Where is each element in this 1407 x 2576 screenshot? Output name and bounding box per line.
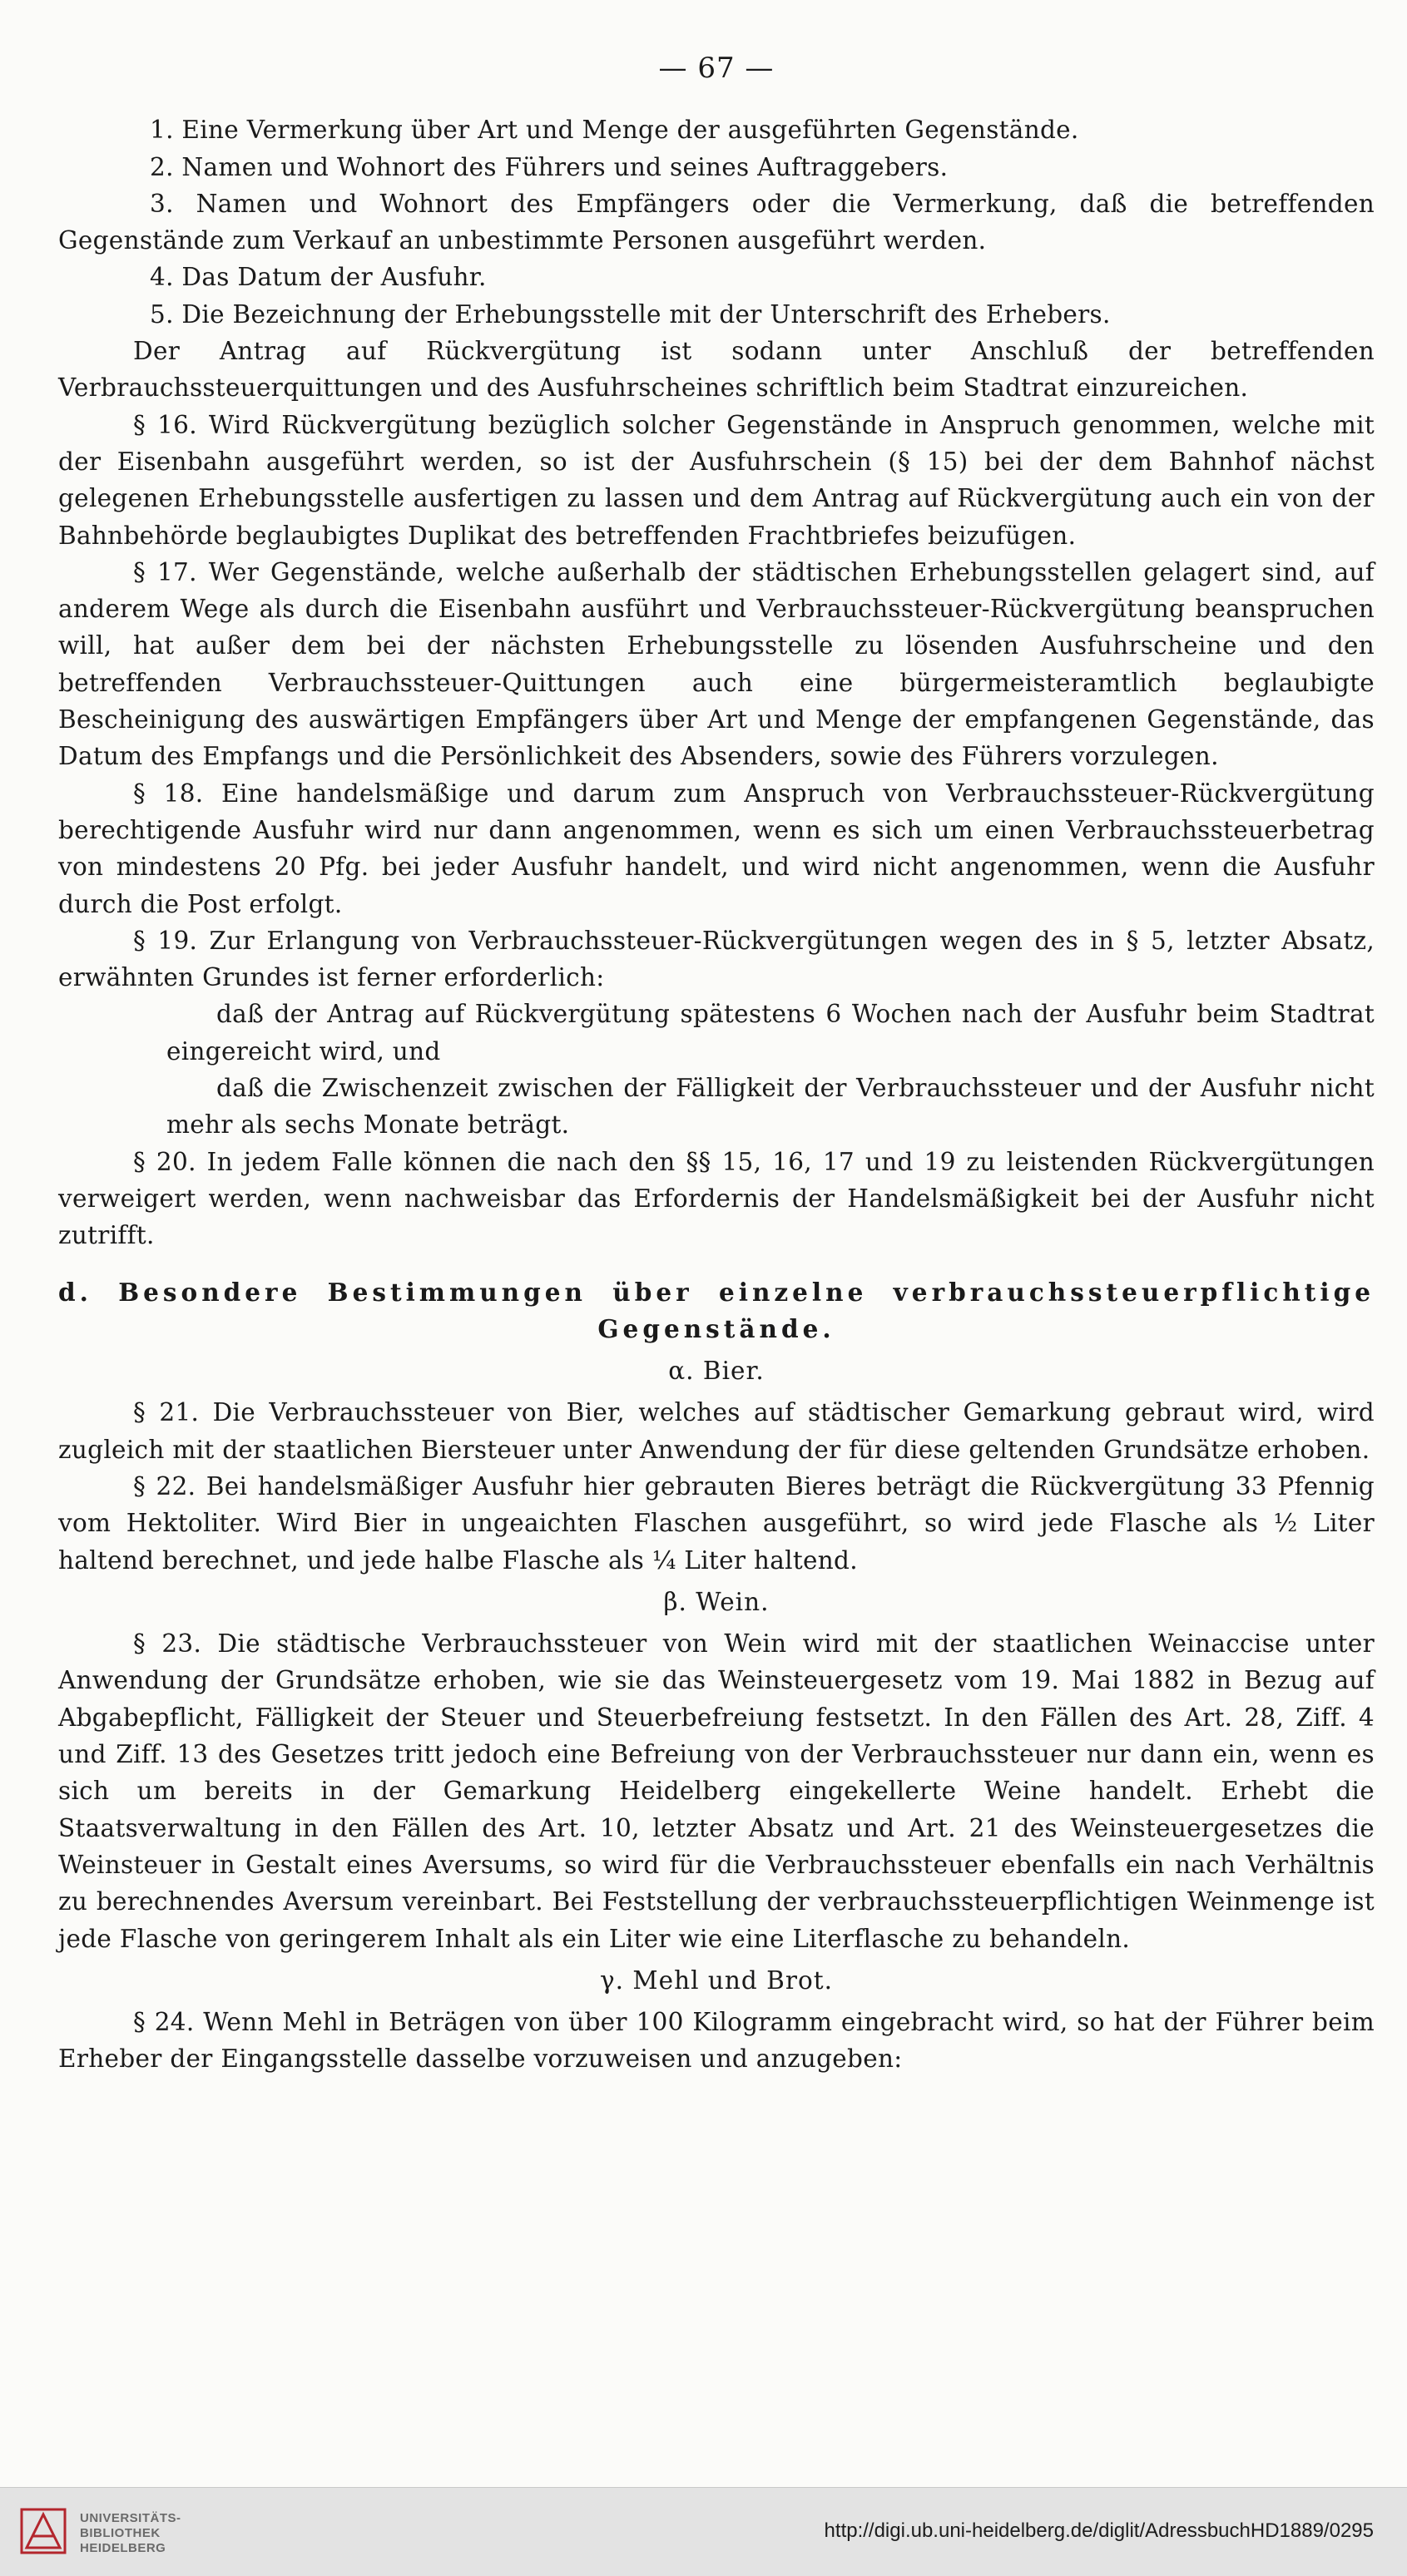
list-item: 2. Namen und Wohnort des Führers und seines Auftraggebers. bbox=[150, 152, 949, 181]
library-name bbox=[80, 2511, 181, 2556]
heading-bier: α. Bier. bbox=[668, 1357, 765, 1386]
list-item: 5. Die Bezeichnung der Erhebungsstelle mit der Unterschrift des Erhebers. bbox=[150, 299, 1111, 329]
page-text bbox=[58, 50, 1375, 2078]
library-name-line: UNIVERSITÄTS- bbox=[80, 2511, 181, 2525]
list-item: 4. Das Datum der Ausfuhr. bbox=[150, 263, 487, 292]
paragraph-19: § 19. Zur Erlangung von Verbrauchssteuer-Rückvergütungen wegen des in § 5, letzter Absatz, erwähnten Grundes ist ferner erforderlich: bbox=[58, 926, 1375, 992]
paragraph-16: § 16. Wird Rückvergütung bezüglich solcher Gegenstände in Anspruch genommen, welche mit der Eisenbahn ausgeführt werden, so ist der Ausfuhrschein (§ 15) bei der dem Bahnhof nächst gelegenen Erhebungsstelle ausfertigen zu lassen und dem Antrag auf Rückvergütung auch ein von der Bahnbehörde beglaubigtes Duplikat des betreffenden Frachtbriefes beizufügen. bbox=[58, 410, 1375, 550]
section-heading-d: d. Besondere Bestimmungen über einzelne verbrauchssteuerpflichtige Gegenstände. bbox=[58, 1277, 1375, 1343]
footer-bar bbox=[0, 2487, 1407, 2576]
paragraph-17: § 17. Wer Gegenstände, welche außerhalb der städtischen Erhebungsstellen gelagert sind, auf anderem Wege als durch die Eisenbahn ausführt und Verbrauchssteuer-Rückvergütung beanspruchen will, hat außer dem bei der nächsten Erhebungsstelle zu lösenden Ausfuhrscheine und den betreffenden Verbrauchssteuer-Quittungen auch eine bürgermeisteramtlich beglaubigte Bescheinigung des auswärtigen Empfängers über Art und Menge der empfangenen Gegenstände, das Datum des Empfangs und die Persönlichkeit des Absenders, sowie des Führers vorzulegen. bbox=[58, 557, 1375, 771]
list-item: 3. Namen und Wohnort des Empfängers oder die Vermerkung, daß die betreffenden Gegenstände zum Verkauf an unbestimmte Personen ausgeführt werden. bbox=[58, 189, 1375, 255]
library-name-line: HEIDELBERG bbox=[80, 2541, 166, 2555]
paragraph-21: § 21. Die Verbrauchssteuer von Bier, welches auf städtischer Gemarkung gebraut wird, wird zugleich mit der staatlichen Biersteuer unter Anwendung der für diese geltenden Grundsätze erhoben. bbox=[58, 1398, 1375, 1464]
paragraph-20: § 20. In jedem Falle können die nach den §§ 15, 16, 17 und 19 zu leistenden Rückvergütungen verweigert werden, wenn nachweisbar das Erfordernis der Handelsmäßigkeit bei der Ausfuhr nicht zutrifft. bbox=[58, 1147, 1375, 1250]
paragraph-antrag: Der Antrag auf Rückvergütung ist sodann unter Anschluß der betreffenden Verbrauchssteuerquittungen und des Ausfuhrscheines schriftlich beim Stadtrat einzureichen. bbox=[58, 337, 1375, 403]
paragraph-19-condition: daß die Zwischenzeit zwischen der Fälligkeit der Verbrauchssteuer und der Ausfuhr nicht mehr als sechs Monate beträgt. bbox=[166, 1074, 1375, 1140]
page-number: — 67 — bbox=[658, 52, 775, 85]
paragraph-23: § 23. Die städtische Verbrauchssteuer von Wein wird mit der staatlichen Weinaccise unter Anwendung der Grundsätze erhoben, wie sie das Weinsteuergesetz vom 19. Mai 1882 in Bezug auf Abgabepflicht, Fälligkeit der Steuer und Steuerbefreiung festsetzt. In den Fällen des Art. 28, Ziff. 4 und Ziff. 13 des Gesetzes tritt jedoch eine Befreiung von der Verbrauchssteuer nur dann ein, wenn es sich um bereits in der Gemarkung Heidelberg eingekellerte Weine handelt. Erhebt die Staatsverwaltung in den Fällen des Art. 10, letzter Absatz und Art. 21 des Weinsteuergesetzes die Weinsteuer in Gestalt eines Aversums, so wird für die Verbrauchssteuer ebenfalls ein nach Verhältnis zu berechnendes Aversum vereinbart. Bei Feststellung der verbrauchssteuerpflichtigen Weinmenge ist jede Flasche von geringerem Inhalt als ein Liter wie eine Literflasche zu behandeln. bbox=[58, 1629, 1375, 1953]
paragraph-19-condition: daß der Antrag auf Rückvergütung spätestens 6 Wochen nach der Ausfuhr beim Stadtrat eingereicht wird, und bbox=[166, 1000, 1375, 1066]
heading-wein: β. Wein. bbox=[663, 1587, 770, 1616]
library-logo-icon bbox=[18, 2506, 68, 2556]
paragraph-22: § 22. Bei handelsmäßiger Ausfuhr hier gebrauten Bieres beträgt die Rückvergütung 33 Pfennig vom Hektoliter. Wird Bier in ungeaichten Flaschen ausgeführt, so wird jede Flasche als ½ Liter haltend berechnet, und jede halbe Flasche als ¼ Liter haltend. bbox=[58, 1471, 1375, 1575]
library-name-line: BIBLIOTHEK bbox=[80, 2526, 161, 2540]
heading-mehl-brot: γ. Mehl und Brot. bbox=[600, 1965, 833, 1995]
paragraph-18: § 18. Eine handelsmäßige und darum zum Anspruch von Verbrauchssteuer-Rückvergütung berechtigende Ausfuhr wird nur dann angenommen, wenn es sich um einen Verbrauchssteuerbetrag von mindestens 20 Pfg. bei jeder Ausfuhr handelt, und wird nicht angenommen, wenn die Ausfuhr durch die Post erfolgt. bbox=[58, 779, 1375, 918]
source-url-link[interactable]: http://digi.ub.uni-heidelberg.de/diglit/AdressbuchHD1889/0295 bbox=[824, 2519, 1374, 2542]
paragraph-24: § 24. Wenn Mehl in Beträgen von über 100 Kilogramm eingebracht wird, so hat der Führer beim Erheber der Eingangsstelle dasselbe vorzuweisen und anzugeben: bbox=[58, 2008, 1375, 2074]
list-item: 1. Eine Vermerkung über Art und Menge der ausgeführten Gegenstände. bbox=[150, 116, 1079, 145]
